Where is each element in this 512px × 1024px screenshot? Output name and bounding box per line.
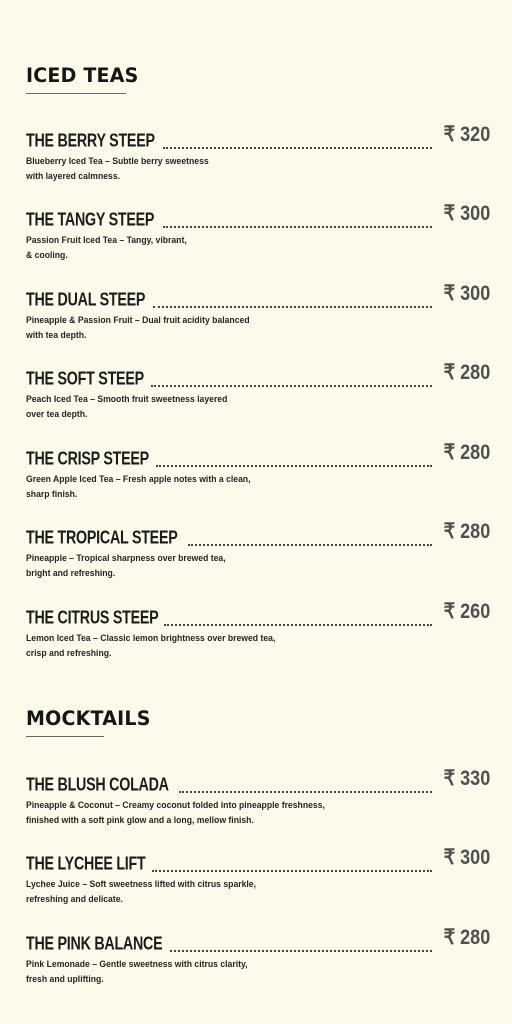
- menu-item: [26, 361, 492, 424]
- menu-item-price: ₹ 280: [443, 441, 490, 464]
- menu-item: [26, 441, 492, 504]
- description-line: over tea depth.: [26, 409, 88, 420]
- menu-item-description: [26, 631, 314, 661]
- menu-item-name: THE PINK BALANCE: [26, 933, 163, 954]
- description-line: refreshing and delicate.: [26, 894, 123, 905]
- section-title-mocktails: MOCKTAILS: [26, 707, 151, 731]
- dot-leader: [156, 465, 432, 467]
- menu-item-name: THE CRISP STEEP: [26, 448, 149, 469]
- menu-item: [26, 600, 492, 663]
- description-line: Green Apple Iced Tea – Fresh apple notes with a clean,: [26, 474, 251, 485]
- menu-item-row: [26, 364, 492, 390]
- menu-item-price: ₹ 280: [443, 361, 490, 384]
- description-line: Peach Iced Tea – Smooth fruit sweetness layered: [26, 394, 228, 405]
- menu-item-name: THE LYCHEE LIFT: [26, 853, 146, 874]
- menu-item: [26, 767, 492, 830]
- menu-item-price: ₹ 300: [443, 202, 490, 225]
- menu-item-price: ₹ 330: [443, 767, 490, 790]
- menu-item: [26, 520, 492, 583]
- description-line: with tea depth.: [26, 330, 87, 341]
- menu-item-description: [26, 472, 314, 502]
- menu-item-row: [26, 285, 492, 311]
- description-line: & cooling.: [26, 250, 68, 261]
- description-line: Pink Lemonade – Gentle sweetness with citrus clarity,: [26, 959, 248, 970]
- menu-item: [26, 926, 492, 989]
- menu-item-row: [26, 205, 492, 231]
- menu-item-description: [26, 392, 314, 422]
- description-line: crisp and refreshing.: [26, 648, 112, 659]
- menu-item-description: [26, 798, 350, 828]
- dot-leader: [151, 385, 432, 387]
- menu-item-description: [26, 877, 314, 907]
- dot-leader: [152, 870, 432, 872]
- menu-item-name: THE SOFT STEEP: [26, 368, 144, 389]
- dot-leader: [163, 226, 432, 228]
- description-line: Pineapple – Tropical sharpness over brewed tea,: [26, 553, 226, 564]
- menu-item-name: THE DUAL STEEP: [26, 289, 146, 310]
- description-line: with layered calmness.: [26, 171, 121, 182]
- menu-item-price: ₹ 280: [443, 926, 490, 949]
- description-line: fresh and uplifting.: [26, 974, 104, 985]
- description-line: Passion Fruit Iced Tea – Tangy, vibrant,: [26, 235, 187, 246]
- section-rule-iced-teas: [26, 93, 126, 94]
- description-line: Blueberry Iced Tea – Subtle berry sweetness: [26, 156, 209, 167]
- menu-item-name: THE TROPICAL STEEP: [26, 527, 178, 548]
- description-line: bright and refreshing.: [26, 568, 116, 579]
- menu-item-row: [26, 523, 492, 549]
- menu-item: [26, 123, 492, 186]
- description-line: Pineapple & Coconut – Creamy coconut folded into pineapple freshness,: [26, 800, 325, 811]
- dot-leader: [170, 950, 432, 952]
- menu-item-name: THE TANGY STEEP: [26, 209, 155, 230]
- menu-item-price: ₹ 300: [443, 846, 490, 869]
- menu-item-description: [26, 957, 314, 987]
- menu-item-name: THE CITRUS STEEP: [26, 607, 159, 628]
- menu-item-name: THE BERRY STEEP: [26, 130, 155, 151]
- menu-item-row: [26, 929, 492, 955]
- menu-item-price: ₹ 320: [443, 123, 490, 146]
- description-line: Lychee Juice – Soft sweetness lifted with citrus sparkle,: [26, 879, 257, 890]
- dot-leader: [179, 791, 432, 793]
- dot-leader: [153, 306, 432, 308]
- menu-item-price: ₹ 280: [443, 520, 490, 543]
- menu-item-row: [26, 126, 492, 152]
- menu-item-row: [26, 770, 492, 796]
- description-line: Pineapple & Passion Fruit – Dual fruit acidity balanced: [26, 315, 250, 326]
- menu-item-price: ₹ 300: [443, 282, 490, 305]
- section-title-iced-teas: ICED TEAS: [26, 64, 139, 88]
- menu-item-description: [26, 233, 314, 263]
- menu-item-name: THE BLUSH COLADA: [26, 774, 169, 795]
- menu-item-description: [26, 313, 314, 343]
- menu-item: [26, 282, 492, 345]
- menu-item-price: ₹ 260: [443, 600, 490, 623]
- menu-item: [26, 846, 492, 909]
- menu-item-row: [26, 849, 492, 875]
- menu-item: [26, 202, 492, 265]
- menu-item-description: [26, 154, 314, 184]
- dot-leader: [188, 544, 432, 546]
- description-line: sharp finish.: [26, 489, 78, 500]
- menu-item-row: [26, 603, 492, 629]
- menu-item-description: [26, 551, 314, 581]
- dot-leader: [163, 147, 432, 149]
- description-line: Lemon Iced Tea – Classic lemon brightness over brewed tea,: [26, 633, 276, 644]
- description-line: finished with a soft pink glow and a long, mellow finish.: [26, 815, 254, 826]
- dot-leader: [164, 624, 432, 626]
- section-rule-mocktails: [26, 736, 104, 737]
- menu-item-row: [26, 444, 492, 470]
